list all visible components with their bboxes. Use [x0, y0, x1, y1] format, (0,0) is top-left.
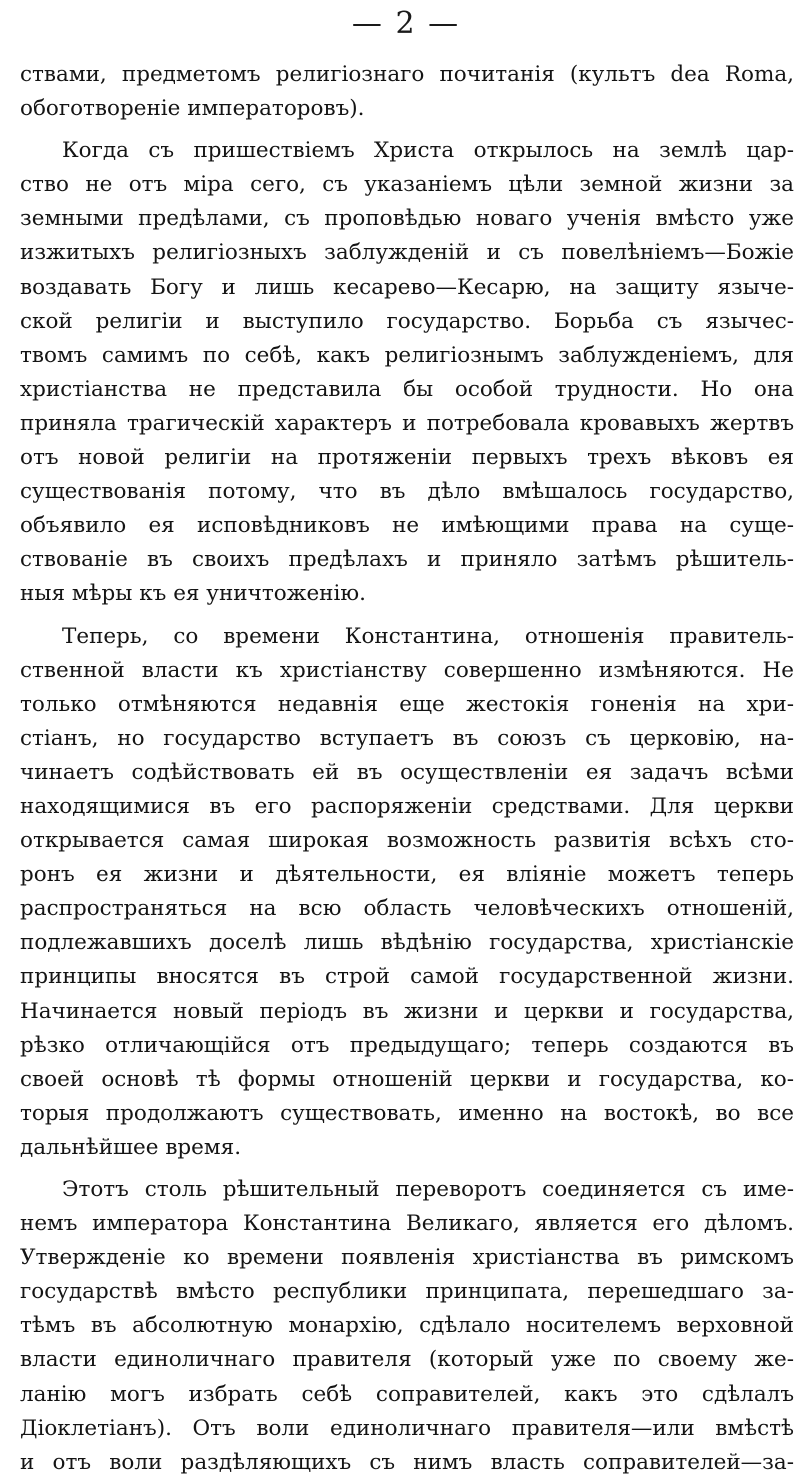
text-line: государствѣ вмѣсто республики принципата, перешедшаго за-: [20, 1279, 794, 1305]
text-line: подлежавшихъ доселѣ лишь вѣдѣнію государства, христіанскіе: [20, 930, 794, 956]
text-line: тѣмъ въ абсолютную монархію, сдѣлало носителемъ верховной: [20, 1313, 794, 1339]
text-line: ство не отъ міра сего, съ указаніемъ цѣли земной жизни за: [20, 172, 794, 198]
text-line: немъ императора Константина Великаго, является его дѣломъ.: [20, 1211, 794, 1237]
text-line: объявило ея исповѣдниковъ не имѣющими права на суще-: [20, 513, 794, 539]
paragraph: [20, 620, 794, 1166]
text-line: изжитыхъ религіозныхъ заблужденій и съ повелѣніемъ—Божіе: [20, 240, 794, 266]
page-number: — 2 —: [351, 6, 461, 41]
text-line: приняла трагическій характеръ и потребовала кровавыхъ жертвъ: [20, 410, 794, 436]
paragraph: [20, 134, 794, 611]
text-line: ныя мѣры къ ея уничтоженію.: [20, 581, 366, 607]
text-line: Этотъ столь рѣшительный переворотъ соединяется съ име-: [62, 1177, 794, 1202]
text-line: Утвержденіе ко времени появленія христіанства въ римскомъ: [20, 1245, 794, 1271]
body-text: [20, 58, 794, 1480]
text-line: дальнѣйшее время.: [20, 1134, 242, 1160]
text-line: принципы вносятся въ строй самой государственной жизни.: [20, 964, 794, 990]
text-line: чинаетъ содѣйствовать ей въ осуществленіи ея задачъ всѣми: [20, 759, 794, 785]
text-line: ронъ ея жизни и дѣятельности, ея вліяніе можетъ теперь: [20, 862, 794, 888]
text-line: Теперь, со времени Константина, отношенія правитель-: [62, 623, 794, 649]
text-line: Начинается новый періодъ въ жизни и церкви и государства,: [20, 998, 794, 1024]
text-line: находящимися въ его распоряженіи средствами. Для церкви: [20, 793, 794, 819]
text-line: земными предѣлами, съ проповѣдью новаго ученія вмѣсто уже: [20, 206, 794, 232]
text-line: Когда съ пришествіемъ Христа открылось на землѣ цар-: [62, 138, 794, 164]
text-line: торыя продолжаютъ существовать, именно на востокѣ, во все: [20, 1100, 794, 1126]
text-line: рѣзко отличающійся отъ предыдущаго; теперь создаются въ: [20, 1032, 794, 1058]
paragraph: [20, 1173, 794, 1480]
text-line: ствованіе въ своихъ предѣлахъ и приняло затѣмъ рѣшитель-: [20, 547, 794, 573]
text-line: твомъ самимъ по себѣ, какъ религіознымъ заблужденіемъ, для: [20, 342, 794, 368]
text-line: и отъ воли раздѣляющихъ съ нимъ власть соправителей—за-: [20, 1449, 794, 1475]
text-line: обоготвореніе императоровъ).: [20, 96, 365, 122]
text-line: стіанъ, но государство вступаетъ въ союзъ съ церковію, на-: [20, 725, 794, 751]
text-line: существованія потому, что въ дѣло вмѣшалось государство,: [20, 479, 794, 505]
text-line: ланію могъ избрать себѣ соправителей, какъ это сдѣлалъ: [20, 1381, 794, 1407]
text-line: только отмѣняются недавнія еще жестокія гоненія на хри-: [20, 691, 794, 717]
text-line: ствами, предметомъ религіознаго почитанія (культъ dea Roma,: [20, 62, 794, 87]
text-line: распространяться на всю область человѣческихъ отношеній,: [20, 896, 794, 922]
paragraph: [20, 58, 794, 126]
text-line: воздавать Богу и лишь кесарево—Кесарю, на защиту языче-: [20, 274, 794, 300]
text-line: ской религіи и выступило государство. Борьба съ язычес-: [20, 308, 794, 334]
text-line: ственной власти къ христіанству совершенно измѣняются. Не: [20, 657, 794, 683]
text-line: христіанства не представила бы особой трудности. Но она: [20, 376, 794, 402]
text-line: отъ новой религіи на протяженіи первыхъ трехъ вѣковъ ея: [20, 445, 794, 471]
text-line: власти единоличнаго правителя (который уже по своему же-: [20, 1347, 794, 1373]
text-line: своей основѣ тѣ формы отношеній церкви и государства, ко-: [20, 1066, 794, 1092]
text-line: Діоклетіанъ). Отъ воли единоличнаго правителя—или вмѣстѣ: [20, 1415, 794, 1441]
text-line: открывается самая широкая возможность развитія всѣхъ сто-: [20, 828, 794, 854]
